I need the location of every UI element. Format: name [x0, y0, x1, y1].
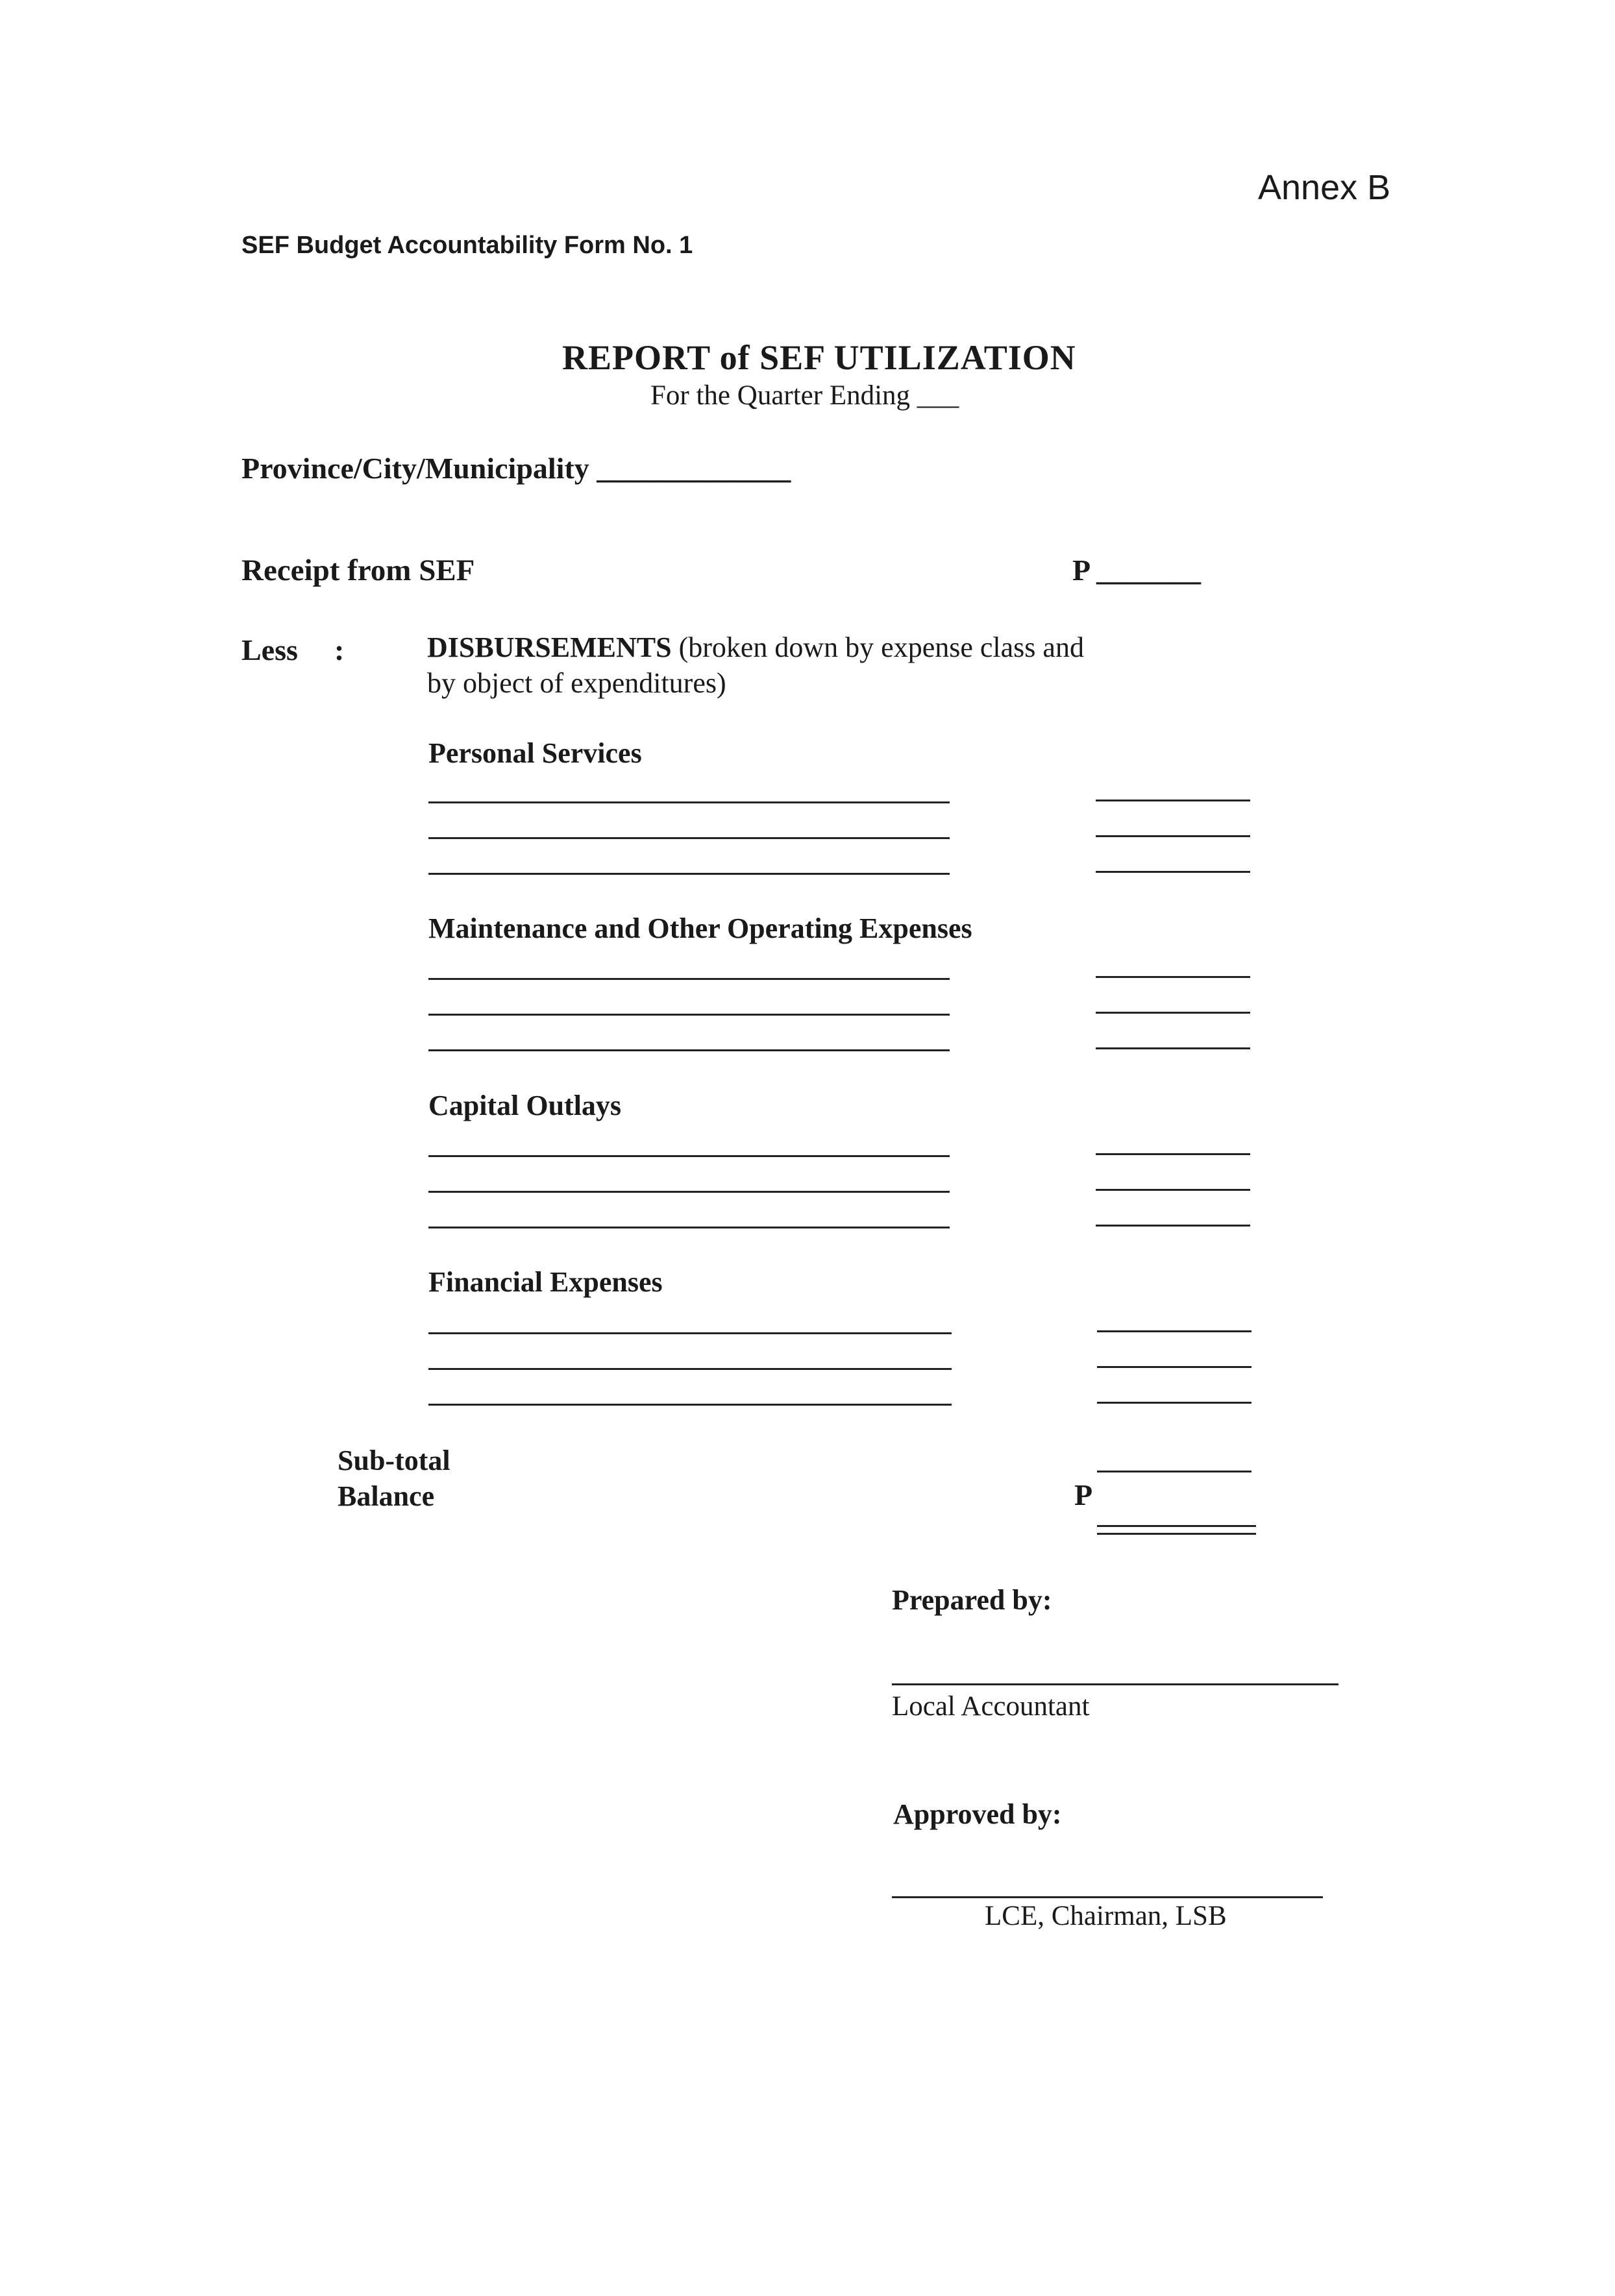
mooe-amount-line-1[interactable] [1096, 976, 1250, 978]
form-number: SEF Budget Accountability Form No. 1 [241, 232, 693, 259]
subtotal-amount-line[interactable] [1097, 1471, 1251, 1472]
approved-by-title: LCE, Chairman, LSB [985, 1901, 1227, 1931]
ps-item-line-3[interactable] [428, 873, 950, 875]
balance-currency: P [1074, 1478, 1093, 1511]
province-field: Province/City/Municipality _____________ [241, 452, 791, 485]
ps-amount-line-2[interactable] [1096, 835, 1250, 837]
report-subtitle: For the Quarter Ending ___ [650, 380, 959, 411]
prepared-by-label: Prepared by: [892, 1584, 1052, 1616]
fe-item-line-1[interactable] [428, 1332, 952, 1334]
category-mooe: Maintenance and Other Operating Expenses [428, 912, 972, 944]
fe-amount-line-1[interactable] [1097, 1330, 1251, 1332]
co-amount-line-1[interactable] [1096, 1153, 1250, 1155]
disbursements-line-1 [427, 631, 1084, 664]
mooe-item-line-3[interactable] [428, 1049, 950, 1051]
fe-amount-line-2[interactable] [1097, 1366, 1251, 1368]
approved-by-signature-line[interactable] [892, 1896, 1323, 1898]
fe-amount-line-3[interactable] [1097, 1402, 1251, 1404]
category-personal-services: Personal Services [428, 737, 642, 769]
co-item-line-3[interactable] [428, 1227, 950, 1228]
ps-item-line-2[interactable] [428, 837, 950, 839]
disbursements-heading: DISBURSEMENTS [427, 631, 672, 663]
less-label: Less [241, 633, 298, 666]
receipt-amount: P _______ [1072, 554, 1202, 587]
mooe-item-line-1[interactable] [428, 978, 950, 980]
prepared-by-title: Local Accountant [892, 1691, 1090, 1722]
co-item-line-2[interactable] [428, 1191, 950, 1193]
co-item-line-1[interactable] [428, 1155, 950, 1157]
fe-item-line-3[interactable] [428, 1404, 952, 1406]
mooe-item-line-2[interactable] [428, 1014, 950, 1016]
disbursements-line-2: by object of expenditures) [427, 667, 726, 699]
receipt-label: Receipt from SEF [241, 554, 475, 587]
less-colon: : [334, 633, 345, 666]
co-amount-line-3[interactable] [1096, 1225, 1250, 1227]
approved-by-label: Approved by: [893, 1798, 1062, 1830]
category-financial-expenses: Financial Expenses [428, 1266, 663, 1298]
balance-label: Balance [338, 1480, 435, 1512]
annex-label: Annex B [1258, 168, 1391, 207]
fe-item-line-2[interactable] [428, 1368, 952, 1370]
mooe-amount-line-3[interactable] [1096, 1047, 1250, 1049]
ps-item-line-1[interactable] [428, 801, 950, 803]
disbursements-note: (broken down by expense class and [671, 631, 1084, 663]
balance-double-underline[interactable] [1097, 1525, 1256, 1535]
mooe-amount-line-2[interactable] [1096, 1012, 1250, 1014]
category-capital-outlays: Capital Outlays [428, 1090, 622, 1121]
subtotal-label: Sub-total [338, 1445, 450, 1476]
ps-amount-line-1[interactable] [1096, 800, 1250, 801]
prepared-by-signature-line[interactable] [892, 1683, 1338, 1685]
ps-amount-line-3[interactable] [1096, 871, 1250, 873]
report-title: REPORT of SEF UTILIZATION [562, 338, 1076, 377]
co-amount-line-2[interactable] [1096, 1189, 1250, 1191]
